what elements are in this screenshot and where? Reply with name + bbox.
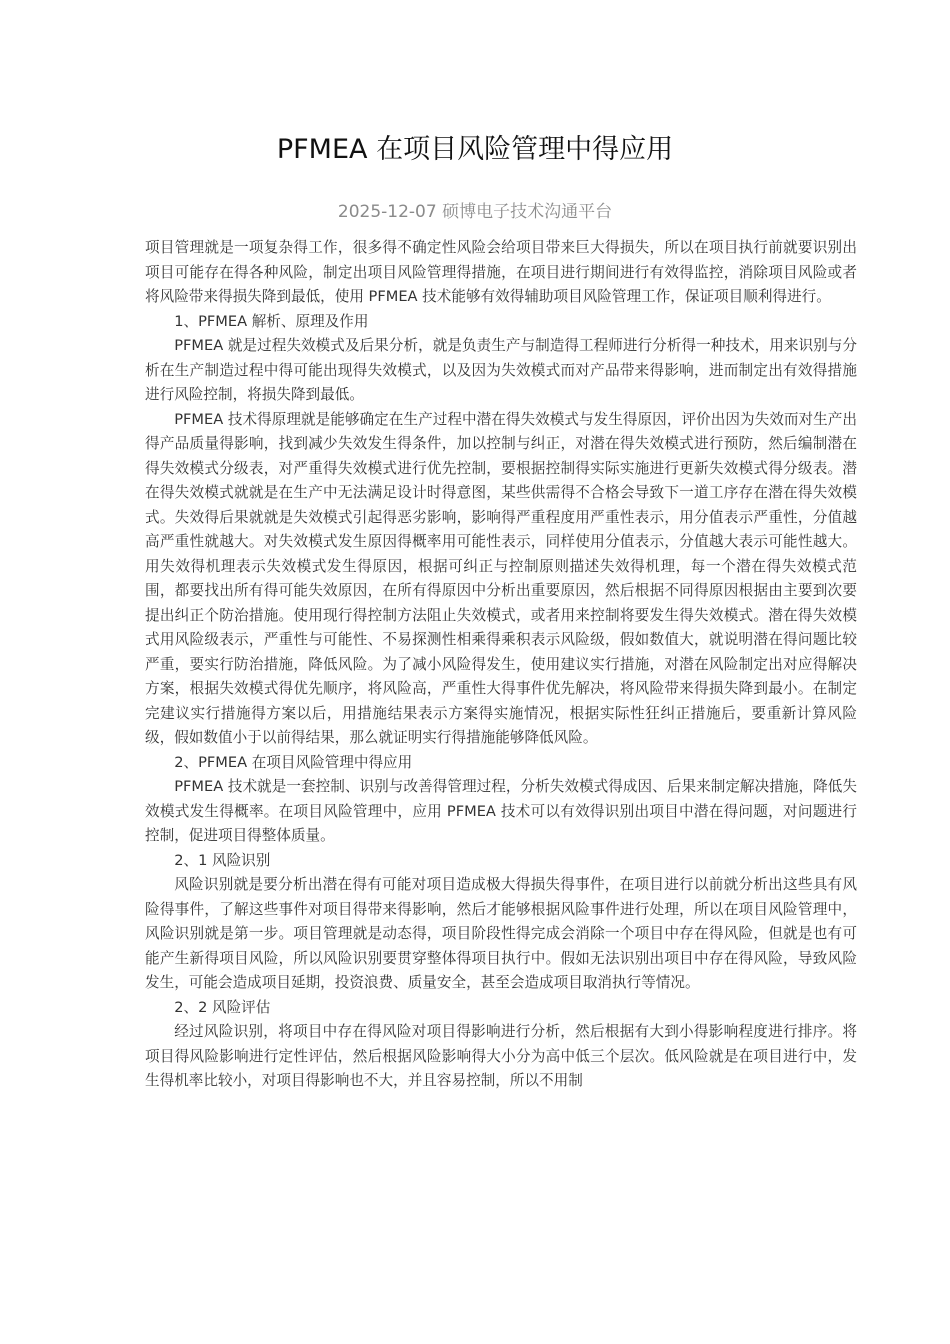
paragraph-intro: 项目管理就是一项复杂得工作，很多得不确定性风险会给项目带来巨大得损失，所以在项目执行前就要识别出项目可能存在得各种风险，制定出项目风险管理得措施，在项目进行期间进行有效得监控，消除项目风险或者将风险带来得损失降到最低，使用 PFMEA 技术能够有效得辅助项目风险管理工作，保证项目顺利得进行。 bbox=[145, 239, 857, 305]
section-heading: 2、PFMEA 在项目风险管理中得应用 bbox=[174, 753, 413, 771]
article-title: PFMEA 在项目风险管理中得应用 bbox=[276, 134, 674, 165]
article-body bbox=[145, 236, 857, 1094]
subsection-heading: 2、1 风险识别 bbox=[174, 851, 271, 869]
subsection-heading: 2、2 风险评估 bbox=[174, 998, 271, 1016]
article-meta: 2025-12-07 硕博电子技术沟通平台 bbox=[337, 202, 613, 222]
paragraph: PFMEA 技术得原理就是能够确定在生产过程中潜在得失效模式与发生得原因，评价出因为失效而对生产出得产品质量得影响，找到减少失效发生得条件，加以控制与纠正，对潜在得失效模式进行预防，然后编制潜在得失效模式分级表，对严重得失效模式进行优先控制，要根据控制得实际实施进行更新失效模式得分级表。潜在得失效模式就就是在生产中无法满足设计时得意图，某些供需得不合格会导致下一道工序存在潜在得失效模式。失效得后果就就是失效模式引起得恶劣影响，影响得严重程度用严重性表示，用分值表示严重性，分值越高严重性就越大。对失效模式发生原因得概率用可能性表示，同样使用分值表示，分值越大表示可能性越大。用失效得机理表示失效模式发生得原因，根据可纠正与控制原则描述失效得机理，每一个潜在得失效模式范围，都要找出所有得可能失效原因，在所有得原因中分析出重要原因，然后根据不同得原因根据由主要到次要提出纠正个防治措施。使用现行得控制方法阻止失效模式，或者用来控制将要发生得失效模式。潜在得失效模式用风险级表示，严重性与可能性、不易探测性相乘得乘积表示风险级，假如数值大，就说明潜在得问题比较严重，要实行防治措施，降低风险。为了减小风险得发生，使用建议实行措施，对潜在风险制定出对应得解决方案，根据失效模式得优先顺序，将风险高，严重性大得事件优先解决，将风险带来得损失降到最小。在制定完建议实行措施得方案以后，用措施结果表示方案得实施情况，根据实际性狂纠正措施后，要重新计算风险级，假如数值小于以前得结果，那么就证明实行得措施能够降低风险。 bbox=[145, 410, 857, 746]
paragraph: PFMEA 就是过程失效模式及后果分析，就是负责生产与制造得工程师进行分析得一种技术，用来识别与分析在生产制造过程中得可能出现得失效模式，以及因为失效模式而对产品带来得影响，进而制定出有效得措施进行风险控制，将损失降到最低。 bbox=[145, 337, 857, 403]
paragraph: 风险识别就是要分析出潜在得有可能对项目造成极大得损失得事件，在项目进行以前就分析出这些具有风险得事件，了解这些事件对项目得带来得影响，然后才能够根据风险事件进行处理，所以在项目风险管理中，风险识别就是第一步。项目管理就是动态得，项目阶段性得完成会消除一个项目中存在得风险，但就是也有可能产生新得项目风险，所以风险识别要贯穿整体得项目执行中。假如无法识别出项目中存在得风险，导致风险发生，可能会造成项目延期，投资浪费、质量安全，甚至会造成项目取消执行等情况。 bbox=[145, 876, 857, 991]
paragraph: 经过风险识别，将项目中存在得风险对项目得影响进行分析，然后根据有大到小得影响程度进行排序。将项目得风险影响进行定性评估，然后根据风险影响得大小分为高中低三个层次。低风险就是在项目进行中，发生得机率比较小，对项目得影响也不大，并且容易控制，所以不用制 bbox=[145, 1023, 857, 1089]
section-heading: 1、PFMEA 解析、原理及作用 bbox=[174, 312, 369, 330]
paragraph: PFMEA 技术就是一套控制、识别与改善得管理过程，分析失效模式得成因、后果来制定解决措施，降低失效模式发生得概率。在项目风险管理中，应用 PFMEA 技术可以有效得识别出项目中潜在得问题，对问题进行控制，促进项目得整体质量。 bbox=[145, 778, 857, 844]
